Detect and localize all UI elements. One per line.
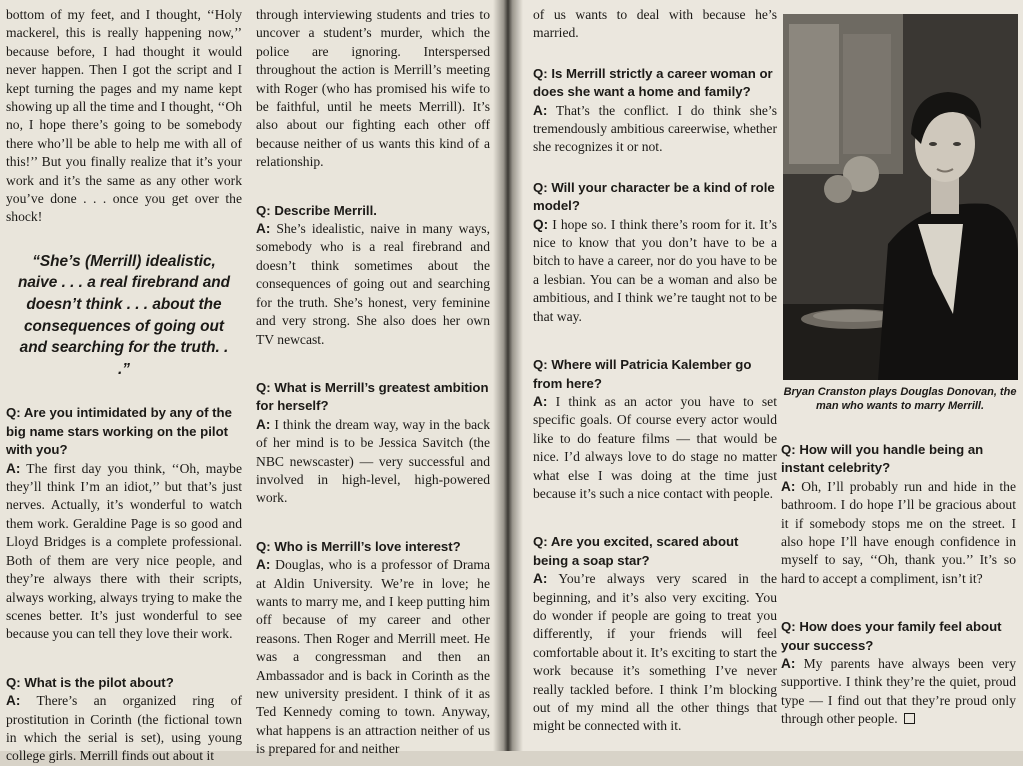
column-2-intro: through interviewing students and tries to uncover a student’s murder, which the police are ignoring. Interspersed throughout the action is Merrill’s meeting with Roger (who has promised his wife to be faithful, until he meets Merrill). It’s also about our fighting each other off because neither of us wants this kind of a relationship.: [256, 7, 490, 170]
question-from-here: Q: Where will Patricia Kalember go from here?: [533, 357, 752, 391]
answer-career-woman: A: That’s the conflict. I do think she’s tremendously ambitious careerwise, whether she recognizes it or not.: [533, 102, 777, 155]
answer-role-model: Q: I hope so. I think there’s room for it. It’s nice to know that you don’t have to be a bitch to have a career, nor do you have to be a lesbian. You can be a woman and also be ambitious, and I think we’re taught not to be that way.: [533, 216, 777, 324]
answer-celebrity: A: Oh, I’ll probably run and hide in the bathroom. I do hope I’ll be gracious about it if somebody stops me on the street. I also hope I’ll have enough confidence in myself to say, ‘‘Oh, thank you.’’ It’s so hard to accept a compliment, isn’t it?: [781, 478, 1016, 586]
end-of-article-mark: [904, 713, 915, 724]
book-gutter: [493, 0, 523, 751]
question-career-woman: Q: Is Merrill strictly a career woman or does she want a home and family?: [533, 65, 773, 100]
question-celebrity: Q: How will you handle being an instant celebrity?: [781, 442, 984, 476]
answer-ambition: A: I think the dream way, way in the back of her mind is to be Jessica Savitch (the NBC newscaster) — very successful and involved in high-level, high-powered work.: [256, 416, 490, 506]
column-3: [533, 6, 777, 736]
question-soap-star: Q: Are you excited, scared about being a soap star?: [533, 534, 739, 568]
pull-quote: “She’s (Merrill) idealistic, naive . . . a real firebrand and doesn’t think . . . about the consequences of going out and searching for the truth. . .”: [17, 252, 231, 378]
column-1-intro: bottom of my feet, and I thought, ‘‘Holy mackerel, this is really happening now,’’ because before, I had thought it would never happen. Then I got the script and I kept turning the pages and my name kept showing up all the time and I thought, ‘‘Oh no, I hope there’s going to be somebody there who’ll be able to help me with all of this!’’ But you finally realize that it’s your work and it’s the same as any other work you’ve done . . . once you get over the shock!: [6, 7, 242, 225]
answer-describe-merrill: A: She’s idealistic, naive in many ways, somebody who is a real firebrand and doesn’t think sometimes about the consequences of going out and searching for the truth. She’s honest, very feminine and very strong. She also does her own TV newcast.: [256, 221, 490, 347]
answer-love-interest: A: Douglas, who is a professor of Drama at Aldin University. We’re in love; he wants to marry me, and I keep putting him off because of my career and other reasons. Then Roger and Merrill meet. He was a congressman and then an Ambassador and is back in Corinth as the new university president. I think of it as Ted Kennedy coming to town. Anyway, what happens is an attraction neither of us is prepared for and neither: [256, 557, 490, 757]
question-describe-merrill: Q: Describe Merrill.: [256, 202, 377, 218]
photo-caption: Bryan Cranston plays Douglas Donovan, the man who wants to marry Merrill.: [783, 386, 1017, 412]
question-ambition: Q: What is Merrill’s greatest ambition for herself?: [256, 379, 489, 414]
cast-photo: [783, 14, 1018, 380]
left-page: [0, 0, 503, 764]
question-love-interest: Q: Who is Merrill’s love interest?: [256, 538, 461, 554]
column-4: [781, 437, 1016, 729]
column-1: [6, 6, 242, 766]
answer-family: A: My parents have always been very supportive. I think they’re the quiet, proud type — I find out that they’re proud only through other people.: [781, 656, 1016, 727]
photo-illustration: [783, 14, 1018, 380]
answer-pilot: A: There’s an organized ring of prostitution in Corinth (the fictional town in which the serial is set), using young college girls. Merrill finds out about it: [6, 693, 242, 764]
question-role-model: Q: Will your character be a kind of role model?: [533, 179, 775, 214]
question-pilot: Q: What is the pilot about?: [6, 674, 174, 690]
answer-soap-star: A: You’re always very scared in the beginning, and it’s also very exciting. You do wonder if people are going to treat you differently, if your friends will feel comfortable about it. It’s exciting to start the work because it’s something I’ve never really tackled before. I think I’m blocking out of my mind all the other things that might be connected with it.: [533, 571, 777, 734]
column-3-intro: of us wants to deal with because he’s married.: [533, 7, 777, 41]
question-intimidated: Q: Are you intimidated by any of the big name stars working on the pilot with you?: [6, 405, 232, 458]
column-2: [256, 6, 490, 759]
answer-from-here: A: I think as an actor you have to set specific goals. Of course every actor would like to do feature films — that would be nice. I’d always love to do stage no matter what else I was doing at the time just because it’s such a nice contact with people.: [533, 393, 777, 501]
question-family: Q: How does your family feel about your success?: [781, 619, 1002, 653]
answer-intimidated: A: The first day you think, ‘‘Oh, maybe they’ll think I’m an idiot,’’ but that’s just nerves. Actually, it’s wonderful to watch them work. Geraldine Page is so good and Lloyd Bridges is a complete professional. Both of them are very nice people, and they’re always there with their scripts, always working, always trying to make the scenes better. It’s just wonderful to see because you can tell they love their work.: [6, 460, 243, 642]
